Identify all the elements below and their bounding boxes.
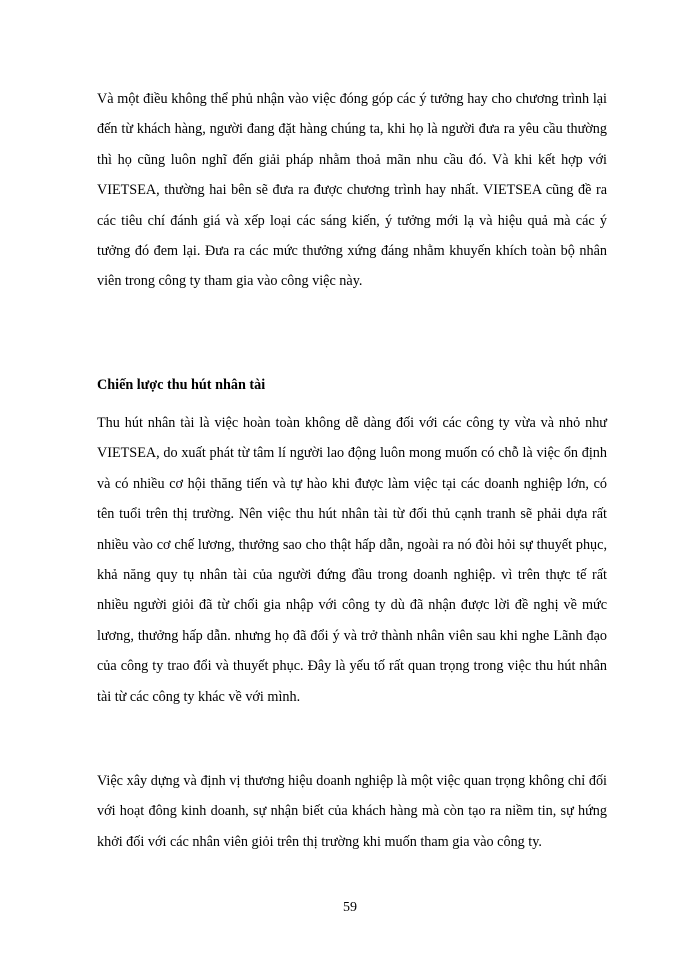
section-heading: Chiến lược thu hút nhân tài bbox=[97, 377, 266, 393]
paragraph-brand-building: Việc xây dựng và định vị thương hiệu doanh nghiệp là một việc quan trọng không chỉ đối với hoạt đông kinh doanh, sự nhận biết của khách hàng mà còn tạo ra niềm tin, sự hứng khởi đối với các nhân viên giỏi trên thị trường khi muốn tham gia vào công ty. bbox=[97, 773, 607, 850]
page-number: 59 bbox=[343, 900, 357, 915]
paragraph-customer-ideas: Và một điều không thể phủ nhận vào việc đóng góp các ý tưởng hay cho chương trình lại đến từ khách hàng, người đang đặt hàng chúng ta, khi họ là người đưa ra yêu cầu thường thì họ cũng luôn nghĩ đến giải pháp nhằm thoả mãn nhu cầu đó. Và khi kết hợp với VIETSEA, thường hai bên sẽ đưa ra được chương trình hay nhất. VIETSEA cũng đề ra các tiêu chí đánh giá và xếp loại các sáng kiến, ý tưởng mới lạ và hiệu quả mà các ý tưởng đó đem lại. Đưa ra các mức thưởng xứng đáng nhằm khuyến khích toàn bộ nhân viên trong công ty tham gia vào công việc này. bbox=[97, 91, 607, 290]
paragraph-talent-attraction: Thu hút nhân tài là việc hoàn toàn không dễ dàng đối với các công ty vừa và nhỏ như VIETSEA, do xuất phát từ tâm lí người lao động luôn mong muốn có chỗ là việc ổn định và có nhiều cơ hội thăng tiến và tự hào khi được làm việc tại các doanh nghiệp lớn, có tên tuổi trên thị trường. Nên việc thu hút nhân tài từ đối thủ cạnh tranh sẽ phải dựa rất nhiều vào cơ chế lương, thưởng sao cho thật hấp dẫn, ngoài ra nó đòi hỏi sự thuyết phục, khả năng quy tụ nhân tài của người đứng đầu trong doanh nghiệp. vì trên thực tế rất nhiều người giỏi đã từ chối gia nhập với công ty dù đã nhận được lời đề nghị về mức lương, thưởng hấp dẫn. nhưng họ đã đổi ý và trở thành nhân viên sau khi nghe Lãnh đạo của công ty trao đổi và thuyết phục. Đây là yếu tố rất quan trọng trong việc thu hút nhân tài từ các công ty khác về với mình. bbox=[97, 415, 607, 705]
